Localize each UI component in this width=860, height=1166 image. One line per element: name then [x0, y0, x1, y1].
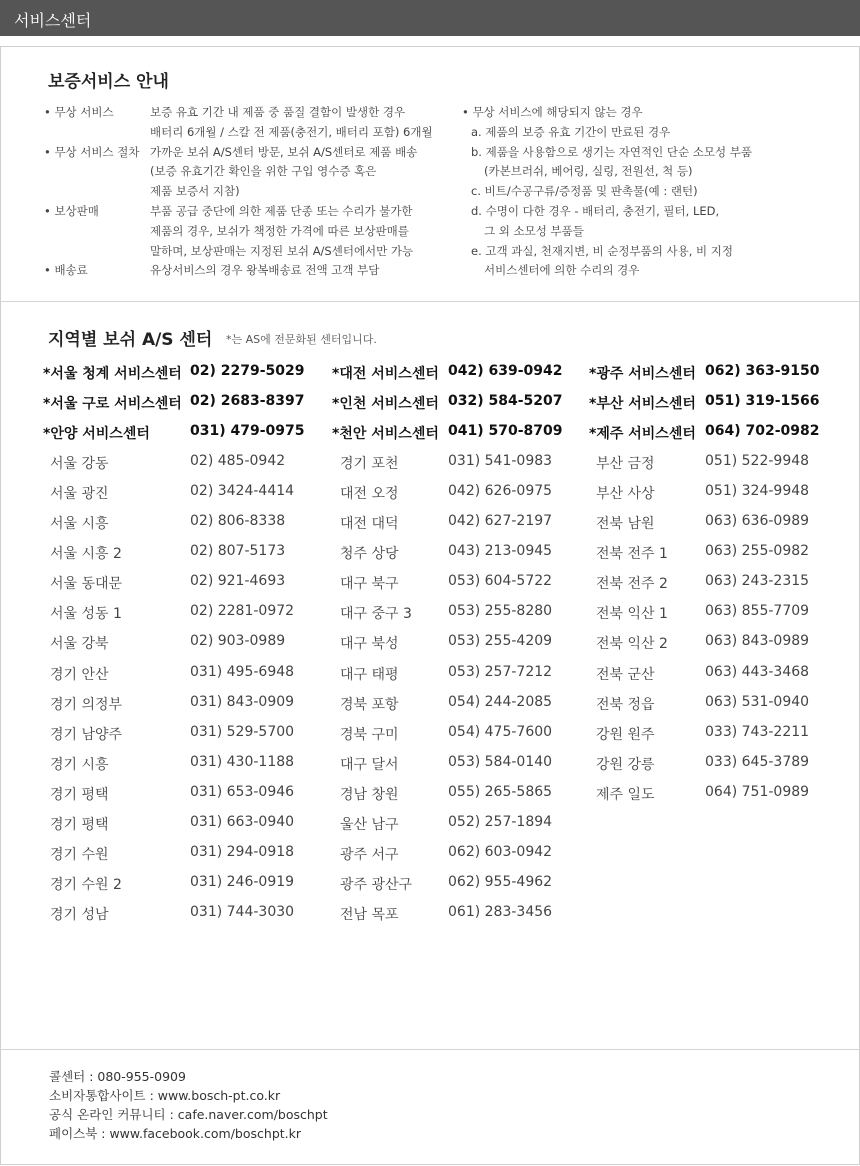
center-phone: 055) 265-5865	[448, 783, 553, 800]
center-name: 경기 안산	[50, 666, 109, 683]
center-phone: 051) 319-1566	[705, 393, 820, 410]
center-name: 전남 목포	[340, 906, 399, 923]
center-name: 서울 시흥 2	[50, 546, 122, 563]
center-phone: 031) 430-1188	[190, 753, 295, 770]
top-bar	[0, 0, 860, 36]
center-phone: 062) 955-4962	[448, 873, 553, 890]
warranty-line: 배터리 6개월 / 스칼 전 제품(충전기, 배터리 포함) 6개월	[150, 124, 433, 139]
exclusion-line: e. 고객 과실, 천재지변, 비 순정부품의 사용, 비 지정	[471, 243, 734, 258]
exclusion-line: 그 외 소모성 부품들	[484, 223, 584, 238]
exclusion-line: 서비스센터에 의한 수리의 경우	[484, 263, 640, 278]
exclusion-line: a. 제품의 보증 유효 기간이 만료된 경우	[471, 124, 671, 139]
center-name: 강원 강릉	[596, 756, 655, 773]
center-name: 대전 대덕	[340, 516, 399, 533]
center-name: 서울 동대문	[50, 576, 123, 593]
center-name: 청주 상당	[340, 546, 399, 563]
center-phone: 02) 485-0942	[190, 453, 286, 470]
center-phone: 053) 255-8280	[448, 603, 553, 620]
center-name: 경기 평택	[50, 786, 109, 803]
warranty-label: • 무상 서비스 절차	[44, 144, 140, 159]
center-name: 부산 사상	[596, 486, 655, 503]
center-name: 부산 금정	[596, 456, 655, 473]
exclusion-line: b. 제품을 사용함으로 생기는 자연적인 단순 소모성 부품	[471, 144, 752, 159]
center-phone: 054) 475-7600	[448, 723, 553, 740]
center-name: 서울 강북	[50, 636, 109, 653]
center-name: 강원 원주	[596, 726, 655, 743]
center-phone: 063) 443-3468	[705, 663, 810, 680]
center-name: 경기 수원 2	[50, 876, 122, 893]
center-phone: 02) 2281-0972	[190, 603, 295, 620]
center-phone: 031) 294-0918	[190, 843, 295, 860]
center-phone: 033) 743-2211	[705, 723, 810, 740]
warranty-line: 제품의 경우, 보쉬가 책정한 가격에 따른 보상판매를	[150, 223, 409, 238]
main-center-name: *제주 서비스센터	[589, 426, 696, 443]
center-phone: 063) 843-0989	[705, 633, 810, 650]
center-name: 경기 평택	[50, 816, 109, 833]
main-center-name: *안양 서비스센터	[43, 426, 150, 443]
contact-line: 소비자통합사이트 : www.bosch-pt.co.kr	[49, 1088, 281, 1103]
center-phone: 02) 921-4693	[190, 573, 286, 590]
center-phone: 02) 3424-4414	[190, 483, 295, 500]
center-phone: 031) 653-0946	[190, 783, 295, 800]
center-phone: 052) 257-1894	[448, 813, 553, 830]
warranty-line: 가까운 보쉬 A/S센터 방문, 보쉬 A/S센터로 제품 배송	[150, 144, 418, 159]
contact-line: 공식 온라인 커뮤니티 : cafe.naver.com/boschpt	[49, 1107, 328, 1122]
center-name: 전북 전주 1	[596, 546, 668, 563]
main-center-name: *천안 서비스센터	[332, 426, 439, 443]
center-phone: 062) 363-9150	[705, 363, 820, 379]
center-phone: 033) 645-3789	[705, 753, 810, 770]
center-name: 경기 남양주	[50, 726, 123, 743]
centers-note: *는 AS에 전문화된 센터입니다.	[226, 333, 377, 346]
center-name: 울산 남구	[340, 816, 399, 833]
center-phone: 031) 843-0909	[190, 693, 295, 710]
center-name: 제주 일도	[596, 786, 655, 803]
center-phone: 053) 257-7212	[448, 663, 553, 680]
center-phone: 063) 855-7709	[705, 603, 810, 620]
center-name: 경남 창원	[340, 786, 399, 803]
center-phone: 031) 495-6948	[190, 663, 295, 680]
contact-line: 페이스북 : www.facebook.com/boschpt.kr	[49, 1126, 302, 1141]
page-title: 서비스센터	[14, 11, 92, 30]
main-center-name: *서울 청계 서비스센터	[43, 366, 182, 382]
center-phone: 042) 626-0975	[448, 483, 553, 500]
exclusion-title: • 무상 서비스에 해당되지 않는 경우	[462, 105, 643, 119]
center-phone: 062) 603-0942	[448, 843, 553, 860]
center-phone: 031) 529-5700	[190, 723, 295, 740]
center-phone: 031) 744-3030	[190, 903, 295, 920]
center-phone: 063) 243-2315	[705, 573, 810, 590]
main-center-name: *서울 구로 서비스센터	[43, 396, 182, 413]
center-phone: 064) 751-0989	[705, 783, 810, 800]
center-phone: 054) 244-2085	[448, 693, 553, 710]
center-phone: 061) 283-3456	[448, 903, 553, 920]
center-name: 광주 광산구	[340, 876, 413, 893]
center-name: 대구 북성	[340, 636, 399, 653]
center-name: 경기 포천	[340, 456, 399, 473]
section-divider	[0, 1049, 860, 1050]
center-name: 서울 광진	[50, 486, 109, 503]
exclusion-line: d. 수명이 다한 경우 - 배터리, 충전기, 필터, LED,	[471, 204, 720, 218]
center-name: 대구 북구	[340, 576, 399, 593]
center-name: 대전 오정	[340, 486, 399, 503]
center-phone: 043) 213-0945	[448, 543, 553, 560]
center-name: 전북 익산 1	[596, 606, 668, 623]
warranty-line: (보증 유효기간 확인을 위한 구입 영수증 혹은	[150, 164, 377, 179]
warranty-line: 제품 보증서 지참)	[150, 184, 240, 199]
center-name: 서울 시흥	[50, 516, 109, 533]
center-name: 경북 구미	[340, 726, 399, 743]
center-phone: 063) 636-0989	[705, 513, 810, 530]
center-phone: 02) 807-5173	[190, 543, 286, 560]
warranty-label: • 무상 서비스	[44, 105, 114, 119]
center-name: 전북 전주 2	[596, 576, 668, 593]
section-divider	[0, 301, 860, 302]
warranty-line: 유상서비스의 경우 왕복배송료 전액 고객 부담	[150, 263, 380, 278]
center-phone: 053) 604-5722	[448, 573, 553, 590]
center-phone: 02) 903-0989	[190, 633, 286, 650]
center-phone: 02) 2683-8397	[190, 393, 305, 410]
center-name: 전북 군산	[596, 666, 655, 683]
center-phone: 051) 324-9948	[705, 483, 810, 500]
center-phone: 053) 255-4209	[448, 633, 553, 650]
main-center-name: *인천 서비스센터	[332, 396, 439, 413]
center-name: 광주 서구	[340, 846, 399, 863]
center-phone: 032) 584-5207	[448, 393, 563, 410]
warranty-title: 보증서비스 안내	[48, 72, 169, 92]
center-phone: 064) 702-0982	[705, 423, 820, 440]
center-phone: 031) 479-0975	[190, 423, 305, 440]
center-phone: 02) 806-8338	[190, 513, 286, 530]
main-center-name: *광주 서비스센터	[589, 366, 696, 382]
center-name: 서울 강동	[50, 456, 109, 473]
center-name: 경북 포항	[340, 696, 399, 713]
center-phone: 031) 246-0919	[190, 873, 295, 890]
center-phone: 053) 584-0140	[448, 753, 553, 770]
warranty-line: 말하며, 보상판매는 지정된 보쉬 A/S센터에서만 가능	[150, 243, 414, 258]
center-name: 서울 성동 1	[50, 606, 122, 623]
warranty-line: 부품 공급 중단에 의한 제품 단종 또는 수리가 불가한	[150, 204, 413, 218]
main-center-name: *대전 서비스센터	[332, 366, 439, 382]
exclusion-line: (카본브러쉬, 베어링, 실링, 전원선, 척 등)	[484, 164, 693, 179]
contact-line: 콜센터 : 080-955-0909	[49, 1069, 186, 1084]
center-name: 경기 수원	[50, 846, 109, 863]
center-phone: 041) 570-8709	[448, 423, 563, 440]
warranty-label: • 보상판매	[44, 204, 99, 218]
main-center-name: *부산 서비스센터	[589, 396, 696, 413]
center-phone: 031) 663-0940	[190, 813, 295, 830]
center-name: 대구 태평	[340, 666, 399, 683]
center-phone: 02) 2279-5029	[190, 363, 305, 379]
center-phone: 051) 522-9948	[705, 453, 810, 470]
center-name: 경기 시흥	[50, 756, 109, 773]
center-phone: 063) 255-0982	[705, 543, 810, 560]
center-name: 경기 의정부	[50, 696, 123, 713]
exclusion-line: c. 비트/수공구류/증정품 및 판촉물(예 : 랜턴)	[471, 184, 698, 199]
center-name: 경기 성남	[50, 906, 109, 923]
warranty-label: • 배송료	[44, 263, 88, 278]
center-name: 대구 달서	[340, 756, 399, 773]
center-name: 전북 익산 2	[596, 636, 668, 653]
center-phone: 042) 639-0942	[448, 363, 563, 379]
center-name: 대구 중구 3	[340, 606, 412, 623]
center-phone: 063) 531-0940	[705, 693, 810, 710]
center-phone: 031) 541-0983	[448, 453, 553, 470]
centers-title: 지역별 보쉬 A/S 센터	[48, 330, 213, 350]
center-name: 전북 정읍	[596, 696, 655, 713]
center-phone: 042) 627-2197	[448, 513, 553, 530]
center-name: 전북 남원	[596, 516, 655, 533]
warranty-line: 보증 유효 기간 내 제품 중 품질 결함이 발생한 경우	[150, 105, 406, 119]
